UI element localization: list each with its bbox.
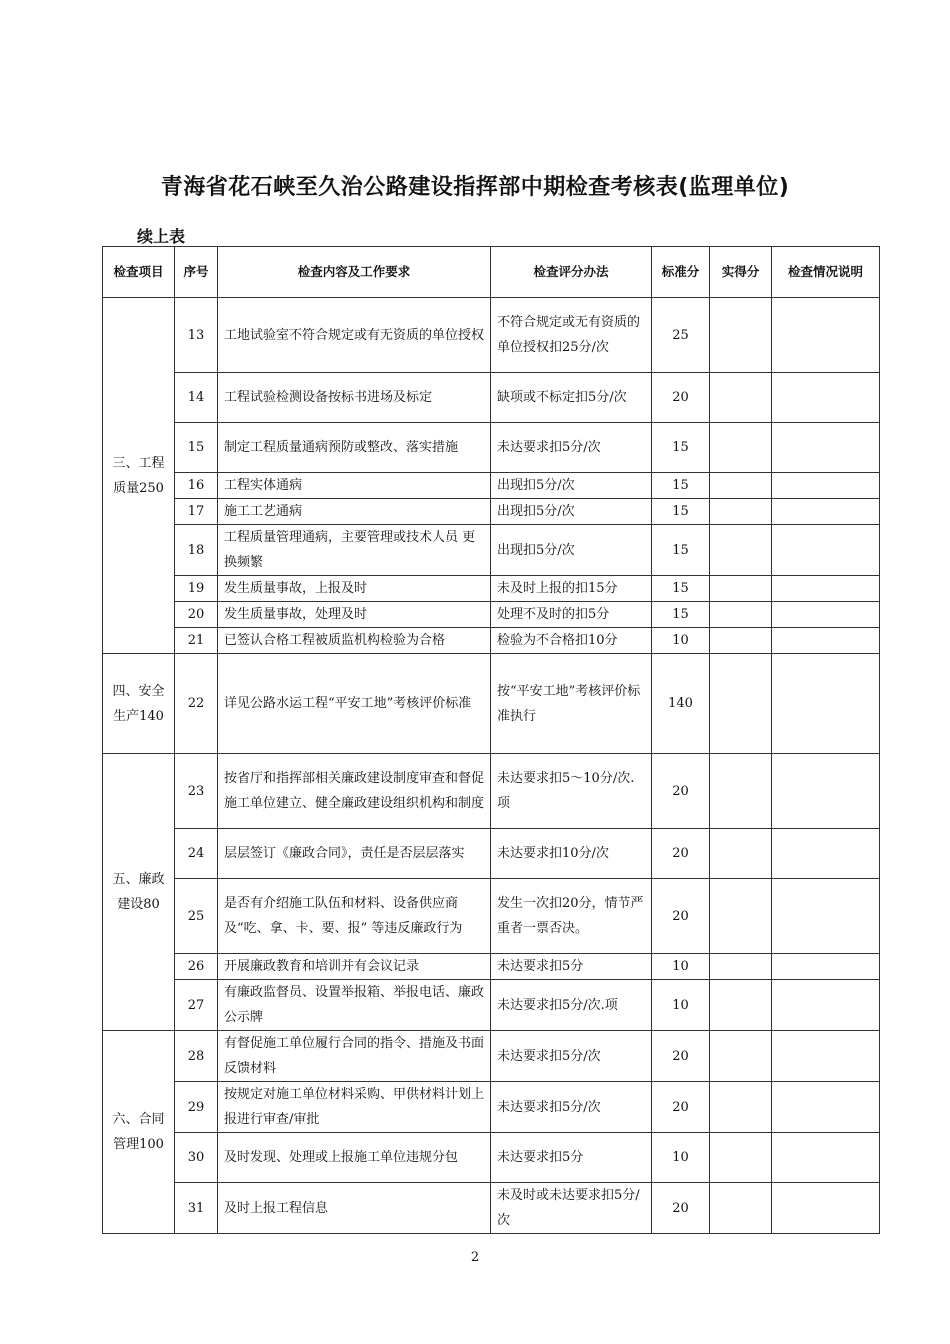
row-no-cell: 31 [175, 1183, 218, 1234]
row-method-cell: 发生一次扣20分，情节严重者一票否决。 [491, 879, 652, 954]
group-name-cell: 五、廉政建设80 [103, 754, 175, 1031]
row-content-cell: 发生质量事故，上报及时 [218, 576, 491, 602]
row-method-cell: 未达要求扣5～10分/次.项 [491, 754, 652, 829]
row-content-cell: 制定工程质量通病预防或整改、落实措施 [218, 423, 491, 473]
row-method-cell: 出现扣5分/次 [491, 473, 652, 499]
header-no: 序号 [175, 247, 218, 298]
table-row [103, 1133, 880, 1183]
row-note-cell [772, 576, 880, 602]
table-row [103, 576, 880, 602]
row-method-cell: 未达要求扣10分/次 [491, 829, 652, 879]
row-no-cell: 20 [175, 602, 218, 628]
row-note-cell [772, 1183, 880, 1234]
row-note-cell [772, 298, 880, 373]
row-no-cell: 24 [175, 829, 218, 879]
table-row [103, 602, 880, 628]
row-no-cell: 29 [175, 1082, 218, 1133]
table-body [103, 298, 880, 1234]
row-score-cell: 20 [652, 879, 710, 954]
table-row [103, 628, 880, 654]
row-note-cell [772, 602, 880, 628]
row-method-cell: 未及时上报的扣15分 [491, 576, 652, 602]
row-score-cell: 15 [652, 423, 710, 473]
row-method-cell: 未达要求扣5分/次 [491, 423, 652, 473]
row-actual-cell [710, 754, 772, 829]
row-method-cell: 未达要求扣5分/次 [491, 1082, 652, 1133]
row-score-cell: 10 [652, 1133, 710, 1183]
row-score-cell: 25 [652, 298, 710, 373]
row-score-cell: 20 [652, 829, 710, 879]
row-method-cell: 未达要求扣5分 [491, 1133, 652, 1183]
row-method-cell: 未达要求扣5分/次 [491, 1031, 652, 1082]
row-actual-cell [710, 525, 772, 576]
row-actual-cell [710, 1133, 772, 1183]
table-row [103, 879, 880, 954]
row-method-cell: 出现扣5分/次 [491, 499, 652, 525]
row-actual-cell [710, 1082, 772, 1133]
row-no-cell: 13 [175, 298, 218, 373]
row-score-cell: 15 [652, 576, 710, 602]
row-note-cell [772, 525, 880, 576]
row-content-cell: 已签认合格工程被质监机构检验为合格 [218, 628, 491, 654]
row-actual-cell [710, 980, 772, 1031]
row-score-cell: 20 [652, 1082, 710, 1133]
table-row [103, 423, 880, 473]
row-content-cell: 有廉政监督员、设置举报箱、举报电话、廉政公示牌 [218, 980, 491, 1031]
row-actual-cell [710, 628, 772, 654]
row-note-cell [772, 628, 880, 654]
row-content-cell: 工程实体通病 [218, 473, 491, 499]
header-standard: 标准分 [652, 247, 710, 298]
row-content-cell: 工程试验检测设备按标书进场及标定 [218, 373, 491, 423]
table-row [103, 954, 880, 980]
continued-label: 续上表 [137, 227, 186, 246]
row-actual-cell [710, 654, 772, 754]
table-row [103, 654, 880, 754]
row-actual-cell [710, 298, 772, 373]
group-name-cell: 六、合同管理100 [103, 1031, 175, 1234]
row-score-cell: 10 [652, 954, 710, 980]
header-method: 检查评分办法 [491, 247, 652, 298]
row-score-cell: 20 [652, 754, 710, 829]
table-row [103, 499, 880, 525]
row-actual-cell [710, 1183, 772, 1234]
row-method-cell: 未及时或未达要求扣5分/次 [491, 1183, 652, 1234]
row-content-cell: 是否有介绍施工队伍和材料、设备供应商及“吃、拿、卡、要、报” 等违反廉政行为 [218, 879, 491, 954]
row-content-cell: 及时上报工程信息 [218, 1183, 491, 1234]
row-no-cell: 14 [175, 373, 218, 423]
row-method-cell: 缺项或不标定扣5分/次 [491, 373, 652, 423]
row-actual-cell [710, 373, 772, 423]
row-content-cell: 施工工艺通病 [218, 499, 491, 525]
page-title: 青海省花石峡至久治公路建设指挥部中期检查考核表(监理单位) [160, 175, 790, 200]
group-name-cell: 四、安全生产140 [103, 654, 175, 754]
row-method-cell: 未达要求扣5分/次.项 [491, 980, 652, 1031]
row-note-cell [772, 1133, 880, 1183]
table-row [103, 1082, 880, 1133]
table-row [103, 298, 880, 373]
table-row [103, 829, 880, 879]
row-no-cell: 16 [175, 473, 218, 499]
row-content-cell: 工程质量管理通病，主要管理或技术人员 更换频繁 [218, 525, 491, 576]
row-no-cell: 30 [175, 1133, 218, 1183]
row-actual-cell [710, 602, 772, 628]
row-score-cell: 15 [652, 602, 710, 628]
row-note-cell [772, 654, 880, 754]
row-note-cell [772, 499, 880, 525]
row-method-cell: 检验为不合格扣10分 [491, 628, 652, 654]
row-note-cell [772, 879, 880, 954]
table-row [103, 1183, 880, 1234]
row-note-cell [772, 1082, 880, 1133]
table-row [103, 754, 880, 829]
row-score-cell: 15 [652, 525, 710, 576]
row-actual-cell [710, 829, 772, 879]
row-content-cell: 开展廉政教育和培训并有会议记录 [218, 954, 491, 980]
row-no-cell: 21 [175, 628, 218, 654]
row-actual-cell [710, 879, 772, 954]
row-content-cell: 有督促施工单位履行合同的指令、措施及书面反馈材料 [218, 1031, 491, 1082]
inspection-table [102, 246, 880, 1234]
row-method-cell: 不符合规定或无有资质的单位授权扣25分/次 [491, 298, 652, 373]
row-no-cell: 25 [175, 879, 218, 954]
row-method-cell: 未达要求扣5分 [491, 954, 652, 980]
row-score-cell: 20 [652, 1183, 710, 1234]
row-score-cell: 15 [652, 499, 710, 525]
row-method-cell: 按“平安工地”考核评价标准执行 [491, 654, 652, 754]
table-row [103, 980, 880, 1031]
row-note-cell [772, 373, 880, 423]
row-content-cell: 详见公路水运工程“平安工地”考核评价标准 [218, 654, 491, 754]
row-note-cell [772, 829, 880, 879]
row-no-cell: 27 [175, 980, 218, 1031]
row-score-cell: 20 [652, 1031, 710, 1082]
row-score-cell: 10 [652, 980, 710, 1031]
row-note-cell [772, 423, 880, 473]
table-header-row [103, 247, 880, 298]
page-number: 2 [470, 1250, 480, 1265]
row-content-cell: 发生质量事故，处理及时 [218, 602, 491, 628]
row-note-cell [772, 954, 880, 980]
header-content: 检查内容及工作要求 [218, 247, 491, 298]
row-no-cell: 15 [175, 423, 218, 473]
header-actual: 实得分 [710, 247, 772, 298]
header-note: 检查情况说明 [772, 247, 880, 298]
row-actual-cell [710, 576, 772, 602]
header-item: 检查项目 [103, 247, 175, 298]
row-note-cell [772, 473, 880, 499]
table-row [103, 525, 880, 576]
row-no-cell: 26 [175, 954, 218, 980]
row-score-cell: 140 [652, 654, 710, 754]
row-no-cell: 18 [175, 525, 218, 576]
group-name-cell: 三、工程质量250 [103, 298, 175, 654]
table-row [103, 1031, 880, 1082]
table-row [103, 473, 880, 499]
row-no-cell: 22 [175, 654, 218, 754]
row-content-cell: 及时发现、处理或上报施工单位违规分包 [218, 1133, 491, 1183]
row-score-cell: 10 [652, 628, 710, 654]
row-method-cell: 出现扣5分/次 [491, 525, 652, 576]
row-no-cell: 19 [175, 576, 218, 602]
row-method-cell: 处理不及时的扣5分 [491, 602, 652, 628]
row-note-cell [772, 980, 880, 1031]
row-actual-cell [710, 423, 772, 473]
row-actual-cell [710, 473, 772, 499]
row-content-cell: 按省厅和指挥部相关廉政建设制度审查和督促施工单位建立、健全廉政建设组织机构和制度 [218, 754, 491, 829]
row-content-cell: 按规定对施工单位材料采购、甲供材料计划上报进行审查/审批 [218, 1082, 491, 1133]
row-note-cell [772, 1031, 880, 1082]
row-actual-cell [710, 954, 772, 980]
row-no-cell: 17 [175, 499, 218, 525]
row-score-cell: 15 [652, 473, 710, 499]
row-actual-cell [710, 499, 772, 525]
row-content-cell: 工地试验室不符合规定或有无资质的单位授权 [218, 298, 491, 373]
row-no-cell: 23 [175, 754, 218, 829]
row-score-cell: 20 [652, 373, 710, 423]
row-content-cell: 层层签订《廉政合同》，责任是否层层落实 [218, 829, 491, 879]
row-note-cell [772, 754, 880, 829]
row-no-cell: 28 [175, 1031, 218, 1082]
table-row [103, 373, 880, 423]
row-actual-cell [710, 1031, 772, 1082]
